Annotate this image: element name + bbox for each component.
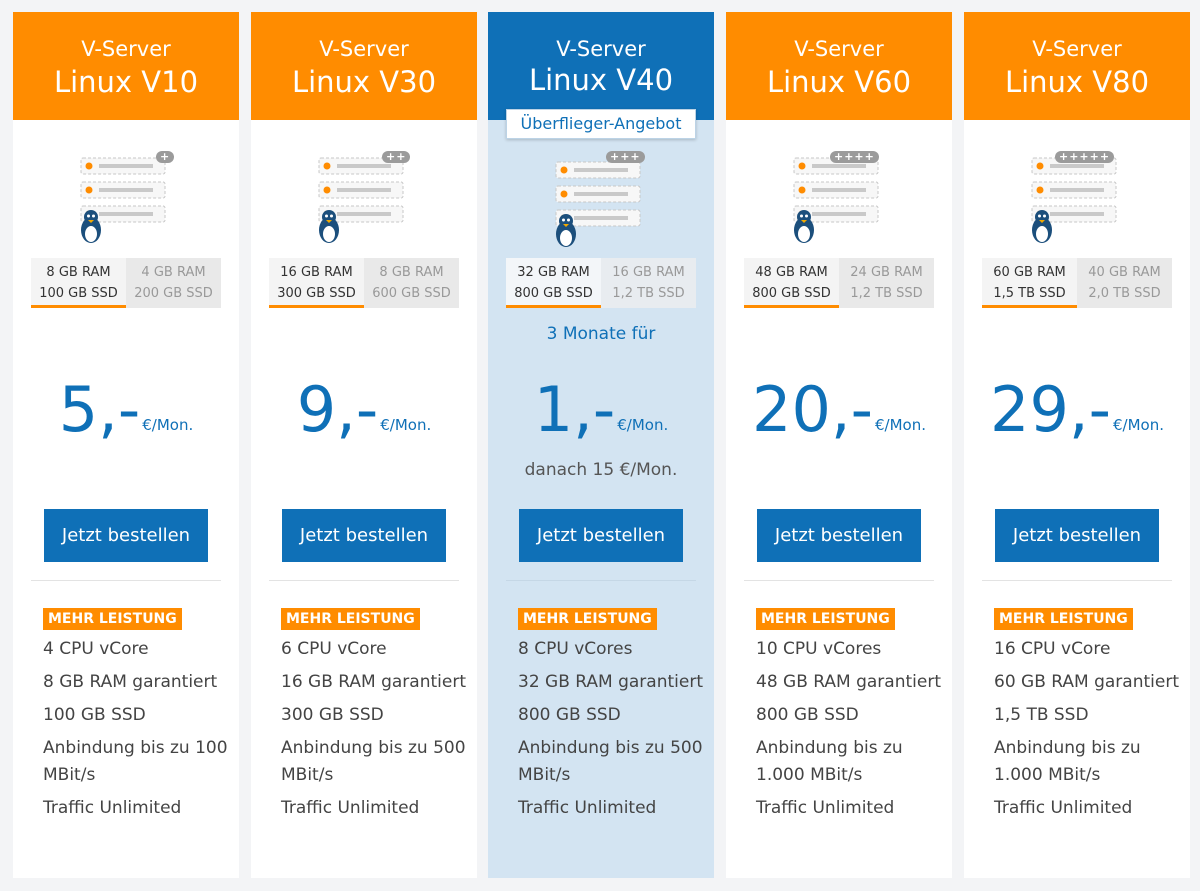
feature-item: 6 CPU vCore xyxy=(281,639,387,659)
plan-name: Linux V10 xyxy=(53,65,199,99)
plan-card-v30 xyxy=(251,12,477,878)
feature-item: Anbindung bis zu 500 MBit/s xyxy=(281,738,466,785)
config-option-selected[interactable]: 48 GB RAM 800 GB SSD xyxy=(744,258,839,308)
feature-item: Anbindung bis zu 1.000 MBit/s xyxy=(994,738,1141,785)
feature-item: 8 GB RAM garantiert xyxy=(43,672,218,692)
order-button[interactable]: Jetzt bestellen xyxy=(519,509,683,562)
plan-category: V-Server xyxy=(319,37,409,61)
plan-card-v80 xyxy=(964,12,1190,878)
feature-item: 800 GB SSD xyxy=(518,705,621,725)
feature-item: Traffic Unlimited xyxy=(518,798,657,818)
feature-item: Traffic Unlimited xyxy=(281,798,420,818)
feature-item: Anbindung bis zu 1.000 MBit/s xyxy=(756,738,903,785)
plan-category: V-Server xyxy=(1032,37,1122,61)
plan-header xyxy=(251,12,477,120)
price: 5,- €/Mon. xyxy=(58,373,194,446)
config-selector xyxy=(744,258,934,308)
feature-item: 100 GB SSD xyxy=(43,705,146,725)
config-selector xyxy=(31,258,221,308)
order-button[interactable]: Jetzt bestellen xyxy=(44,509,208,562)
after-promo-price: danach 15 €/Mon. xyxy=(524,460,678,480)
plan-category: V-Server xyxy=(794,37,884,61)
price: 9,- €/Mon. xyxy=(296,373,432,446)
order-button[interactable]: Jetzt bestellen xyxy=(282,509,446,562)
feature-list xyxy=(43,608,233,822)
config-option-alt[interactable]: 4 GB RAM 200 GB SSD xyxy=(126,258,221,308)
plan-name: Linux V40 xyxy=(528,63,674,97)
config-option-selected[interactable]: 32 GB RAM 800 GB SSD xyxy=(506,258,601,308)
divider xyxy=(982,580,1172,581)
mehr-leistung-badge: MEHR LEISTUNG xyxy=(281,608,420,630)
plan-name: Linux V80 xyxy=(1004,65,1150,99)
price: 29,- €/Mon. xyxy=(990,373,1164,446)
feature-item: 10 CPU vCores xyxy=(756,639,882,659)
plan-name: Linux V60 xyxy=(766,65,912,99)
plus-level-pill: ++ xyxy=(382,151,410,163)
plan-name: Linux V30 xyxy=(291,65,437,99)
feature-item: 4 CPU vCore xyxy=(43,639,149,659)
order-button[interactable]: Jetzt bestellen xyxy=(757,509,921,562)
feature-item: 800 GB SSD xyxy=(756,705,859,725)
config-option-selected[interactable]: 60 GB RAM 1,5 TB SSD xyxy=(982,258,1077,308)
feature-list xyxy=(994,608,1184,822)
plan-header xyxy=(726,12,952,120)
feature-item: Traffic Unlimited xyxy=(756,798,895,818)
plan-category: V-Server xyxy=(556,37,646,61)
config-option-alt[interactable]: 8 GB RAM 600 GB SSD xyxy=(364,258,459,308)
feature-item: 48 GB RAM garantiert xyxy=(756,672,941,692)
feature-list xyxy=(518,608,708,822)
price: 1,- €/Mon. xyxy=(533,373,669,446)
feature-item: 60 GB RAM garantiert xyxy=(994,672,1179,692)
divider xyxy=(269,580,459,581)
plan-header xyxy=(964,12,1190,120)
feature-item: Anbindung bis zu 500 MBit/s xyxy=(518,738,703,785)
plan-card-v10 xyxy=(13,12,239,878)
plan-category: V-Server xyxy=(81,37,171,61)
plus-level-pill: ++++ xyxy=(830,151,879,163)
feature-item: 300 GB SSD xyxy=(281,705,384,725)
linux-server-icon xyxy=(786,150,896,250)
feature-item: 8 CPU vCores xyxy=(518,639,633,659)
config-option-alt[interactable]: 40 GB RAM 2,0 TB SSD xyxy=(1077,258,1172,308)
mehr-leistung-badge: MEHR LEISTUNG xyxy=(518,608,657,630)
plus-level-pill: + xyxy=(156,151,174,163)
mehr-leistung-badge: MEHR LEISTUNG xyxy=(994,608,1133,630)
price: 20,- €/Mon. xyxy=(752,373,926,446)
plus-level-pill: +++++ xyxy=(1055,151,1114,163)
feature-item: Traffic Unlimited xyxy=(994,798,1133,818)
mehr-leistung-badge: MEHR LEISTUNG xyxy=(756,608,895,630)
plus-level-pill: +++ xyxy=(606,151,645,163)
config-option-selected[interactable]: 16 GB RAM 300 GB SSD xyxy=(269,258,364,308)
linux-server-icon xyxy=(73,150,183,250)
config-option-alt[interactable]: 16 GB RAM 1,2 TB SSD xyxy=(601,258,696,308)
config-selector xyxy=(269,258,459,308)
feature-item: 1,5 TB SSD xyxy=(994,705,1089,725)
feature-item: 16 GB RAM garantiert xyxy=(281,672,466,692)
config-selector xyxy=(982,258,1172,308)
divider xyxy=(31,580,221,581)
config-option-alt[interactable]: 24 GB RAM 1,2 TB SSD xyxy=(839,258,934,308)
plan-card-v60 xyxy=(726,12,952,878)
plan-header xyxy=(13,12,239,120)
divider xyxy=(506,580,696,581)
linux-server-icon xyxy=(548,154,658,254)
feature-list xyxy=(756,608,946,822)
divider xyxy=(744,580,934,581)
order-button[interactable]: Jetzt bestellen xyxy=(995,509,1159,562)
feature-item: 32 GB RAM garantiert xyxy=(518,672,703,692)
mehr-leistung-badge: MEHR LEISTUNG xyxy=(43,608,182,630)
feature-item: 16 CPU vCore xyxy=(994,639,1111,659)
config-option-selected[interactable]: 8 GB RAM 100 GB SSD xyxy=(31,258,126,308)
feature-item: Traffic Unlimited xyxy=(43,798,182,818)
config-selector xyxy=(506,258,696,308)
feature-list xyxy=(281,608,471,822)
plan-header xyxy=(488,12,714,120)
feature-item: Anbindung bis zu 100 MBit/s xyxy=(43,738,228,785)
featured-offer-badge: Überflieger-Angebot xyxy=(506,109,696,139)
linux-server-icon xyxy=(311,150,421,250)
promo-text: 3 Monate für xyxy=(546,324,656,344)
linux-server-icon xyxy=(1024,150,1134,250)
plan-card-v40 xyxy=(488,12,714,878)
